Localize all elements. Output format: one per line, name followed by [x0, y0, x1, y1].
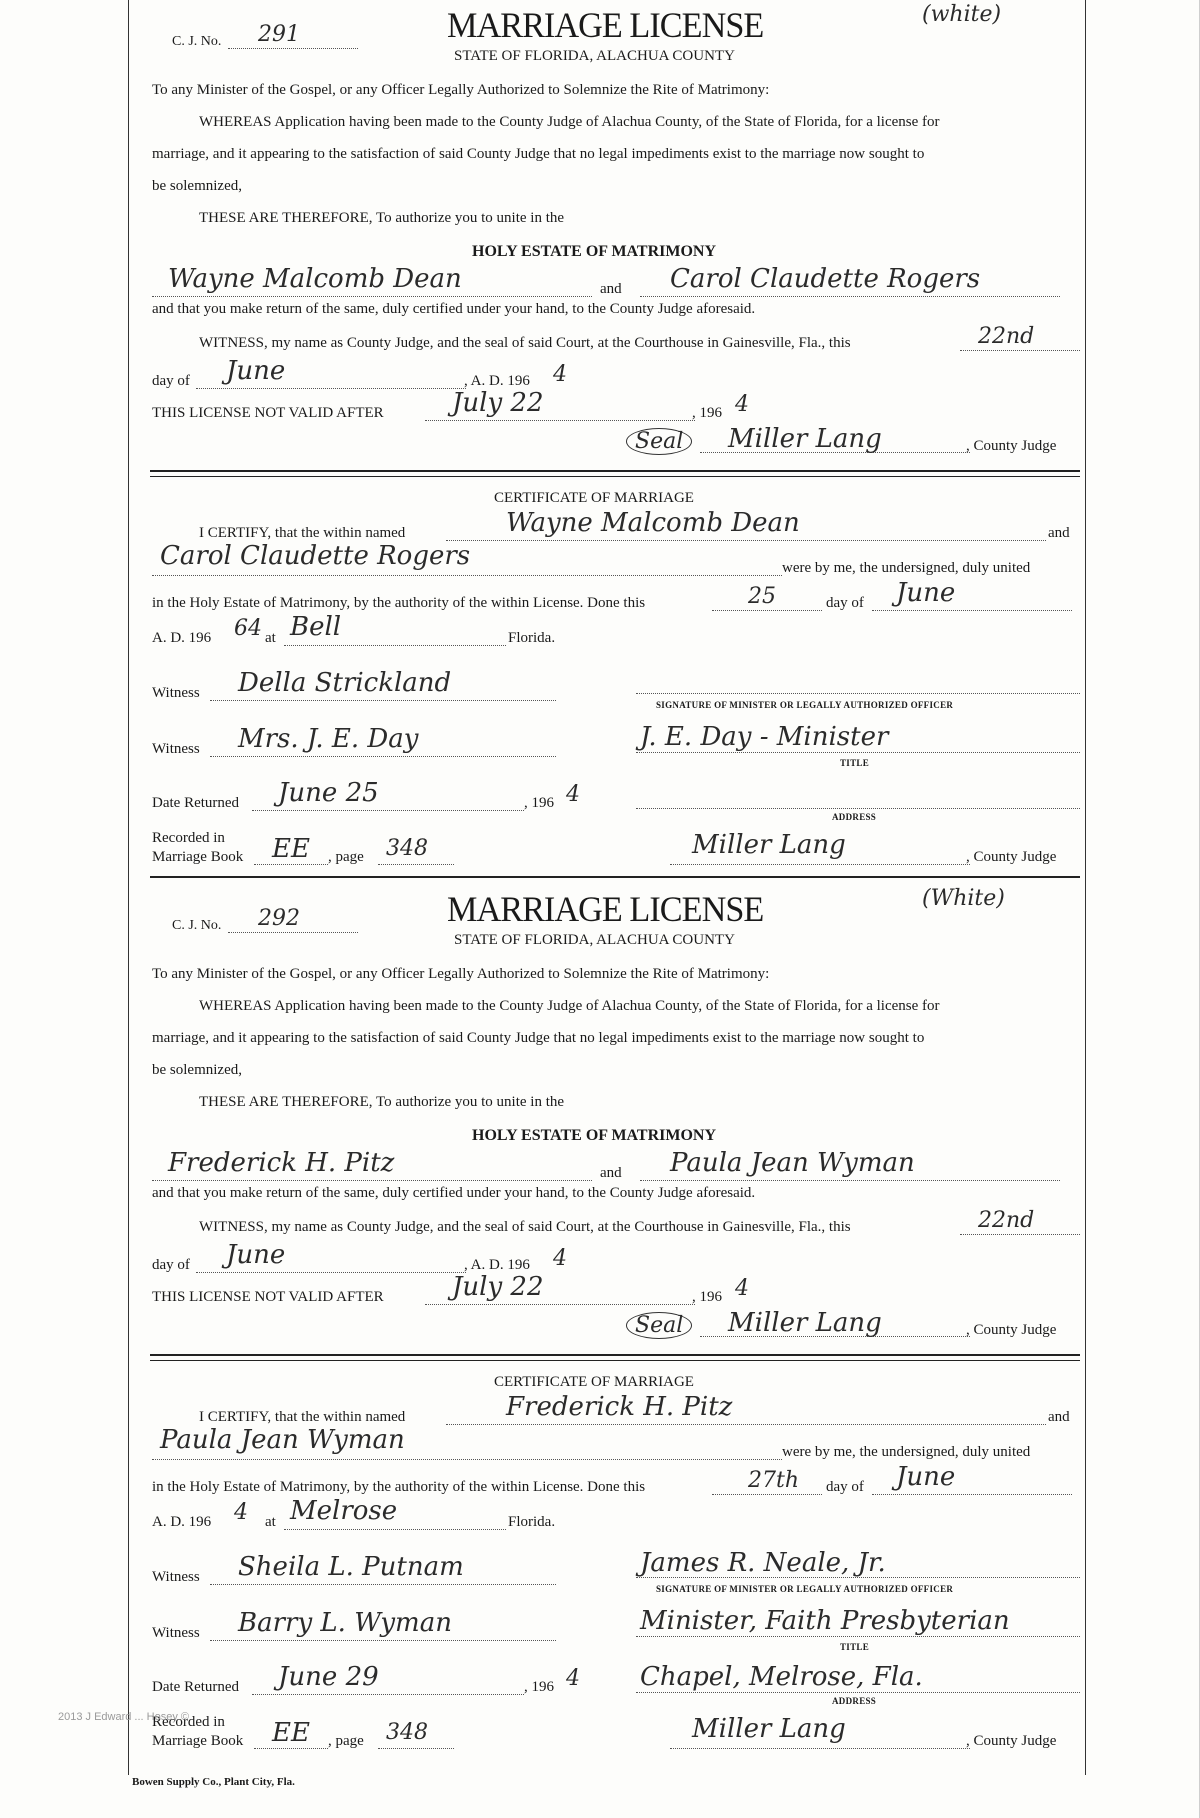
return-line: and that you make return of the same, duly certified under your hand, to the County Judge aforesaid. [152, 1185, 756, 1201]
judge-signature: Miller Lang [728, 424, 882, 454]
holy-estate-heading: HOLY ESTATE OF MATRIMONY [472, 1127, 717, 1144]
ad-label: , A. D. 196 [464, 373, 530, 389]
whereas-1: WHEREAS Application having been made to the County Judge of Alachua County, of the State of Florida, for a license for [199, 114, 940, 130]
marriage-place: Melrose [290, 1496, 398, 1526]
whereas-3: be solemnized, [152, 1062, 242, 1078]
authority-line: in the Holy Estate of Matrimony, by the authority of the within License. Done this [152, 595, 646, 611]
groom-name: Frederick H. Pitz [168, 1148, 395, 1178]
returned-year: 4 [566, 782, 580, 807]
therefore-line: THESE ARE THEREFORE, To authorize you to unite in the [199, 210, 565, 226]
witness1-name: Sheila L. Putnam [238, 1552, 464, 1582]
race-note: (white) [922, 2, 1002, 27]
at-label: at [265, 1514, 276, 1530]
to-line: To any Minister of the Gospel, or any Officer Legally Authorized to Solemnize the Rite of Matrimony: [152, 966, 770, 982]
united-label: were by me, the undersigned, duly united [782, 560, 1031, 576]
license-separator [150, 876, 1080, 878]
whereas-2: marriage, and it appearing to the satisfaction of said County Judge that no legal impediments exist to the marriage now sought to [152, 146, 925, 162]
holy-estate-heading: HOLY ESTATE OF MATRIMONY [472, 243, 717, 260]
cj-label: C. J. No. [172, 34, 222, 49]
witness2-name: Barry L. Wyman [238, 1608, 452, 1638]
seal-mark [626, 428, 692, 455]
therefore-line: THESE ARE THEREFORE, To authorize you to unite in the [199, 1094, 565, 1110]
divider [150, 1354, 1080, 1356]
return-line: and that you make return of the same, duly certified under your hand, to the County Judge aforesaid. [152, 301, 756, 317]
county-judge-label: , County Judge [966, 1322, 1057, 1338]
address-caption: ADDRESS [832, 1696, 877, 1706]
done-day-of-label: day of [826, 1479, 864, 1495]
title-caption: TITLE [840, 1642, 870, 1652]
ad-prefix: A. D. 196 [152, 1514, 212, 1530]
bride-name: Carol Claudette Rogers [670, 264, 981, 294]
not-valid-date: July 22 [452, 1272, 544, 1302]
officer-title: Minister, Faith Presbyterian [640, 1606, 1010, 1636]
signature-caption: SIGNATURE OF MINISTER OR LEGALLY AUTHORIZED OFFICER [656, 1584, 954, 1594]
not-valid-year: 4 [735, 1276, 749, 1301]
recorded-in-label: Recorded in [152, 830, 225, 846]
whereas-1: WHEREAS Application having been made to the County Judge of Alachua County, of the State of Florida, for a license for [199, 998, 940, 1014]
witness-judge-line: WITNESS, my name as County Judge, and the seal of said Court, at the Courthouse in Gainesville, Fla., this [199, 335, 851, 351]
recorded-in-label: Recorded in [152, 1714, 225, 1730]
not-valid-date: July 22 [452, 388, 544, 418]
license-title: MARRIAGE LICENSE [447, 889, 764, 929]
bride-name: Paula Jean Wyman [670, 1148, 915, 1178]
day-of-label: day of [152, 373, 190, 389]
page-label: , page [328, 1733, 364, 1749]
done-month: June [896, 1462, 956, 1492]
marriage-book-label: Marriage Book [152, 1733, 244, 1749]
cert-bride-name: Carol Claudette Rogers [160, 541, 471, 571]
cj-number: 291 [258, 22, 300, 47]
printer-imprint: Bowen Supply Co., Plant City, Fla. [132, 1776, 295, 1788]
done-month: June [896, 578, 956, 608]
not-valid-year-label: , 196 [692, 1289, 722, 1305]
at-label: at [265, 630, 276, 646]
signature-caption: SIGNATURE OF MINISTER OR LEGALLY AUTHORIZED OFFICER [656, 700, 954, 710]
witness2-name: Mrs. J. E. Day [238, 724, 419, 754]
issue-month: June [226, 356, 286, 386]
returned-year-label: , 196 [524, 1679, 554, 1695]
ad-label: , A. D. 196 [464, 1257, 530, 1273]
authority-line: in the Holy Estate of Matrimony, by the authority of the within License. Done this [152, 1479, 646, 1495]
issue-year-digit: 4 [553, 362, 567, 387]
returned-year: 4 [566, 1666, 580, 1691]
witness-judge-line: WITNESS, my name as County Judge, and the seal of said Court, at the Courthouse in Gainesville, Fla., this [199, 1219, 851, 1235]
cj-label: C. J. No. [172, 918, 222, 933]
seal-mark [626, 1312, 692, 1339]
done-day: 27th [748, 1468, 800, 1493]
done-day-of-label: day of [826, 595, 864, 611]
book-value: EE [272, 1718, 310, 1748]
witness1-name: Della Strickland [238, 668, 452, 698]
and-label: and [600, 1165, 622, 1181]
witness2-label: Witness [152, 1625, 200, 1641]
officer-address: Chapel, Melrose, Fla. [640, 1662, 923, 1692]
day-of-label: day of [152, 1257, 190, 1273]
recorder-signature: Miller Lang [692, 1714, 846, 1744]
officer-title: J. E. Day - Minister [640, 722, 889, 752]
witness1-label: Witness [152, 685, 200, 701]
watermark: 2013 J Edward ... Hosey © [58, 1711, 190, 1723]
cj-number: 292 [258, 906, 300, 931]
issue-year-digit: 4 [553, 1246, 567, 1271]
whereas-3: be solemnized, [152, 178, 242, 194]
witness2-label: Witness [152, 741, 200, 757]
race-note: (White) [922, 886, 1005, 911]
certify-label: I CERTIFY, that the within named [199, 1409, 406, 1425]
page-number: 348 [386, 1720, 428, 1745]
marriage-place: Bell [290, 612, 342, 642]
license-title: MARRIAGE LICENSE [447, 5, 764, 45]
seal-text: Seal [626, 428, 692, 455]
cert-and-label: and [1048, 525, 1070, 541]
united-label: were by me, the undersigned, duly united [782, 1444, 1031, 1460]
page-label: , page [328, 849, 364, 865]
not-valid-year: 4 [735, 392, 749, 417]
license-subtitle: STATE OF FLORIDA, ALACHUA COUNTY [454, 932, 735, 948]
returned-year-label: , 196 [524, 795, 554, 811]
not-valid-label: THIS LICENSE NOT VALID AFTER [152, 1289, 384, 1305]
address-caption: ADDRESS [832, 812, 877, 822]
whereas-2: marriage, and it appearing to the satisfaction of said County Judge that no legal impediments exist to the marriage now sought to [152, 1030, 925, 1046]
cert-groom-name: Frederick H. Pitz [506, 1392, 733, 1422]
book-value: EE [272, 834, 310, 864]
cert-bride-name: Paula Jean Wyman [160, 1425, 405, 1455]
marriage-book-label: Marriage Book [152, 849, 244, 865]
witness1-label: Witness [152, 1569, 200, 1585]
recorder-signature: Miller Lang [692, 830, 846, 860]
not-valid-label: THIS LICENSE NOT VALID AFTER [152, 405, 384, 421]
date-returned-label: Date Returned [152, 795, 240, 811]
cert-and-label: and [1048, 1409, 1070, 1425]
seal-text: Seal [626, 1312, 692, 1339]
recorder-suffix: , County Judge [966, 849, 1057, 865]
judge-signature: Miller Lang [728, 1308, 882, 1338]
to-line: To any Minister of the Gospel, or any Officer Legally Authorized to Solemnize the Rite of Matrimony: [152, 82, 770, 98]
witness-day: 22nd [978, 324, 1035, 349]
groom-name: Wayne Malcomb Dean [168, 264, 462, 294]
certificate-title: CERTIFICATE OF MARRIAGE [494, 1374, 694, 1390]
done-year: 4 [234, 1500, 248, 1525]
issue-month: June [226, 1240, 286, 1270]
witness-day: 22nd [978, 1208, 1035, 1233]
florida-label: Florida. [508, 630, 556, 646]
recorder-suffix: , County Judge [966, 1733, 1057, 1749]
title-caption: TITLE [840, 758, 870, 768]
date-returned: June 29 [278, 1662, 379, 1692]
done-year: 64 [234, 616, 262, 641]
divider [150, 470, 1080, 472]
and-label: and [600, 281, 622, 297]
ad-prefix: A. D. 196 [152, 630, 212, 646]
minister-signature: James R. Neale, Jr. [640, 1548, 886, 1578]
florida-label: Florida. [508, 1514, 556, 1530]
date-returned-label: Date Returned [152, 1679, 240, 1695]
page-number: 348 [386, 836, 428, 861]
not-valid-year-label: , 196 [692, 405, 722, 421]
date-returned: June 25 [278, 778, 379, 808]
cert-groom-name: Wayne Malcomb Dean [506, 508, 800, 538]
county-judge-label: , County Judge [966, 438, 1057, 454]
license-subtitle: STATE OF FLORIDA, ALACHUA COUNTY [454, 48, 735, 64]
done-day: 25 [748, 584, 776, 609]
certificate-title: CERTIFICATE OF MARRIAGE [494, 490, 694, 506]
certify-label: I CERTIFY, that the within named [199, 525, 406, 541]
